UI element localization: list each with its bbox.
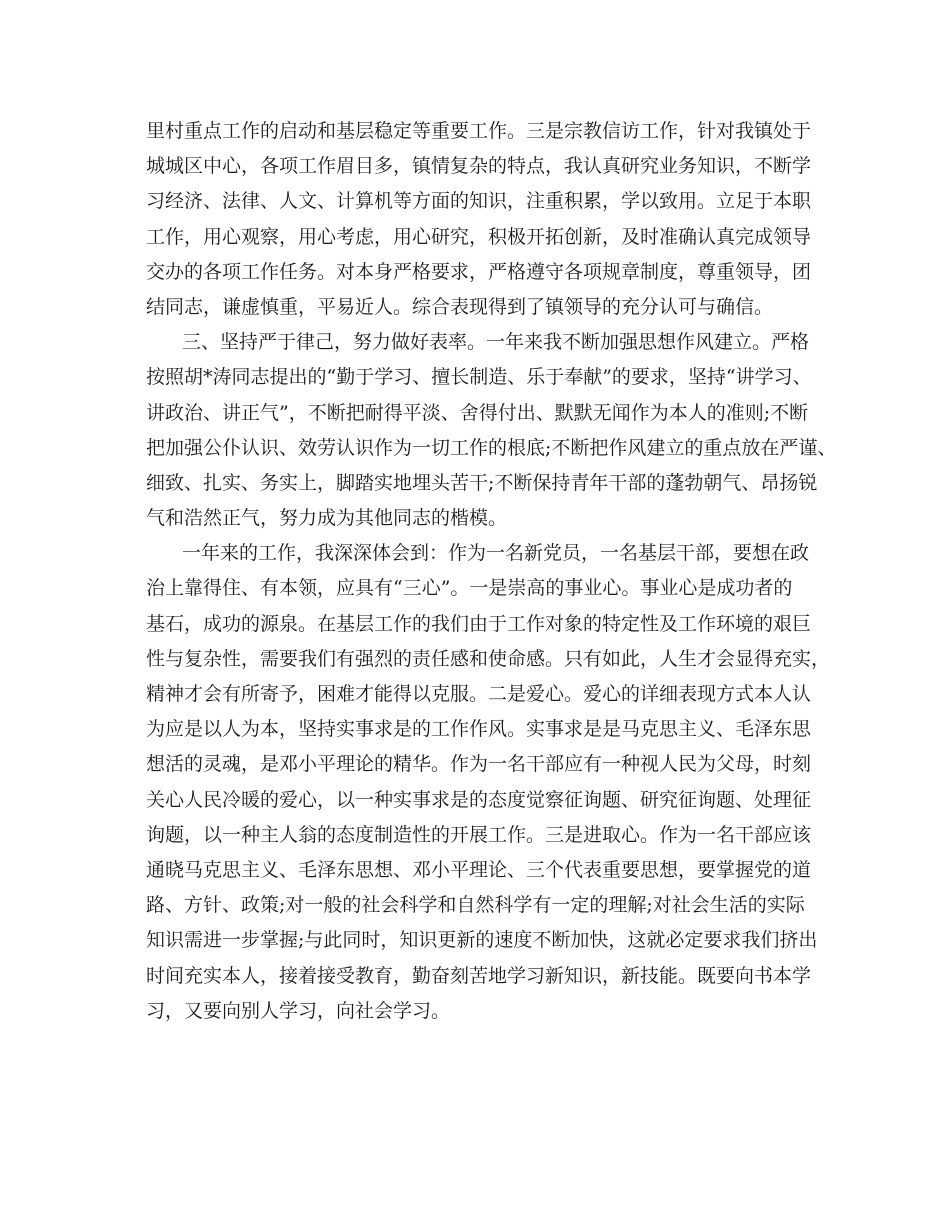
text-line: 交办的各项工作任务。对本身严格要求，严格遵守各项规章制度，尊重领导，团: [146, 260, 812, 283]
text-line: 一年来的工作，我深深体会到：作为一名新党员，一名基层干部，要想在政: [182, 542, 810, 565]
text-line: 知识需进一步掌握;与此同时，知识更新的速度不断加快，这就必定要求我们挤出: [146, 929, 818, 952]
text-line: 里村重点工作的启动和基层稳定等重要工作。三是宗教信访工作，针对我镇处于: [146, 120, 812, 142]
text-line: 习，又要向别人学习，向社会学习。: [146, 999, 451, 1022]
text-line: 关心人民冷暖的爱心，以一种实事求是的态度觉察征询题、研究征询题、处理征: [146, 788, 812, 811]
text-line: 想活的灵魂，是邓小平理论的精华。作为一名干部应有一种视人民为父母，时刻: [146, 753, 812, 776]
text-line: 气和浩然正气，努力成为其他同志的楷模。: [146, 507, 508, 530]
text-line: 工作，用心观察，用心考虑，用心研究，积极开拓创新，及时准确认真完成领导: [146, 225, 812, 248]
text-line: 细致、扎实、务实上，脚踏实地埋头苦干;不断保持青年干部的蓬勃朝气、昂扬锐: [146, 471, 818, 494]
text-line: 基石，成功的源泉。在基层工作的我们由于工作对象的特定性及工作环境的艰巨: [146, 612, 812, 635]
text-line: 精神才会有所寄予，困难才能得以克服。二是爱心。爱心的详细表现方式本人认: [146, 683, 812, 705]
text-line: 通晓马克思主义、毛泽东思想、邓小平理论、三个代表重要思想，要掌握党的道: [146, 858, 812, 881]
text-line: 时间充实本人，接着接受教育，勤奋刻苦地学习新知识，新技能。既要向书本学: [146, 964, 812, 987]
text-line: 治上靠得住、有本领，应具有“三心”。一是崇高的事业心。事业心是成功者的: [146, 577, 793, 600]
text-line: 为应是以人为本，坚持实事求是的工作作风。实事求是是马克思主义、毛泽东思: [146, 718, 812, 741]
document-body: [146, 114, 836, 1029]
text-line: 路、方针、政策;对一般的社会科学和自然科学有一定的理解;对社会生活的实际: [146, 894, 805, 917]
text-line: 讲政治、讲正气”，不断把耐得平淡、舍得付出、默默无闻作为本人的准则;不断: [146, 401, 809, 424]
text-line: 询题，以一种主人翁的态度制造性的开展工作。三是进取心。作为一名干部应该: [146, 823, 812, 846]
text-line: 结同志，谦虚慎重，平易近人。综合表现得到了镇领导的充分认可与确信。: [146, 295, 774, 318]
text-line: 习经济、法律、人文、计算机等方面的知识，注重积累，学以致用。立足于本职: [146, 190, 812, 213]
text-line: 性与复杂性，需要我们有强烈的责任感和使命感。只有如此，人生才会显得充实，: [146, 647, 831, 670]
text-line: 按照胡*涛同志提出的“勤于学习、擅长制造、乐于奉献”的要求，坚持“讲学习、: [146, 366, 812, 389]
text-line: 把加强公仆认识、效劳认识作为一切工作的根底;不断把作风建立的重点放在严谨、: [146, 436, 837, 459]
text-line: 城城区中心，各项工作眉目多，镇情复杂的特点，我认真研究业务知识，不断学: [146, 155, 812, 178]
text-line: 三、坚持严于律己，努力做好表率。一年来我不断加强思想作风建立。严格: [182, 331, 810, 354]
